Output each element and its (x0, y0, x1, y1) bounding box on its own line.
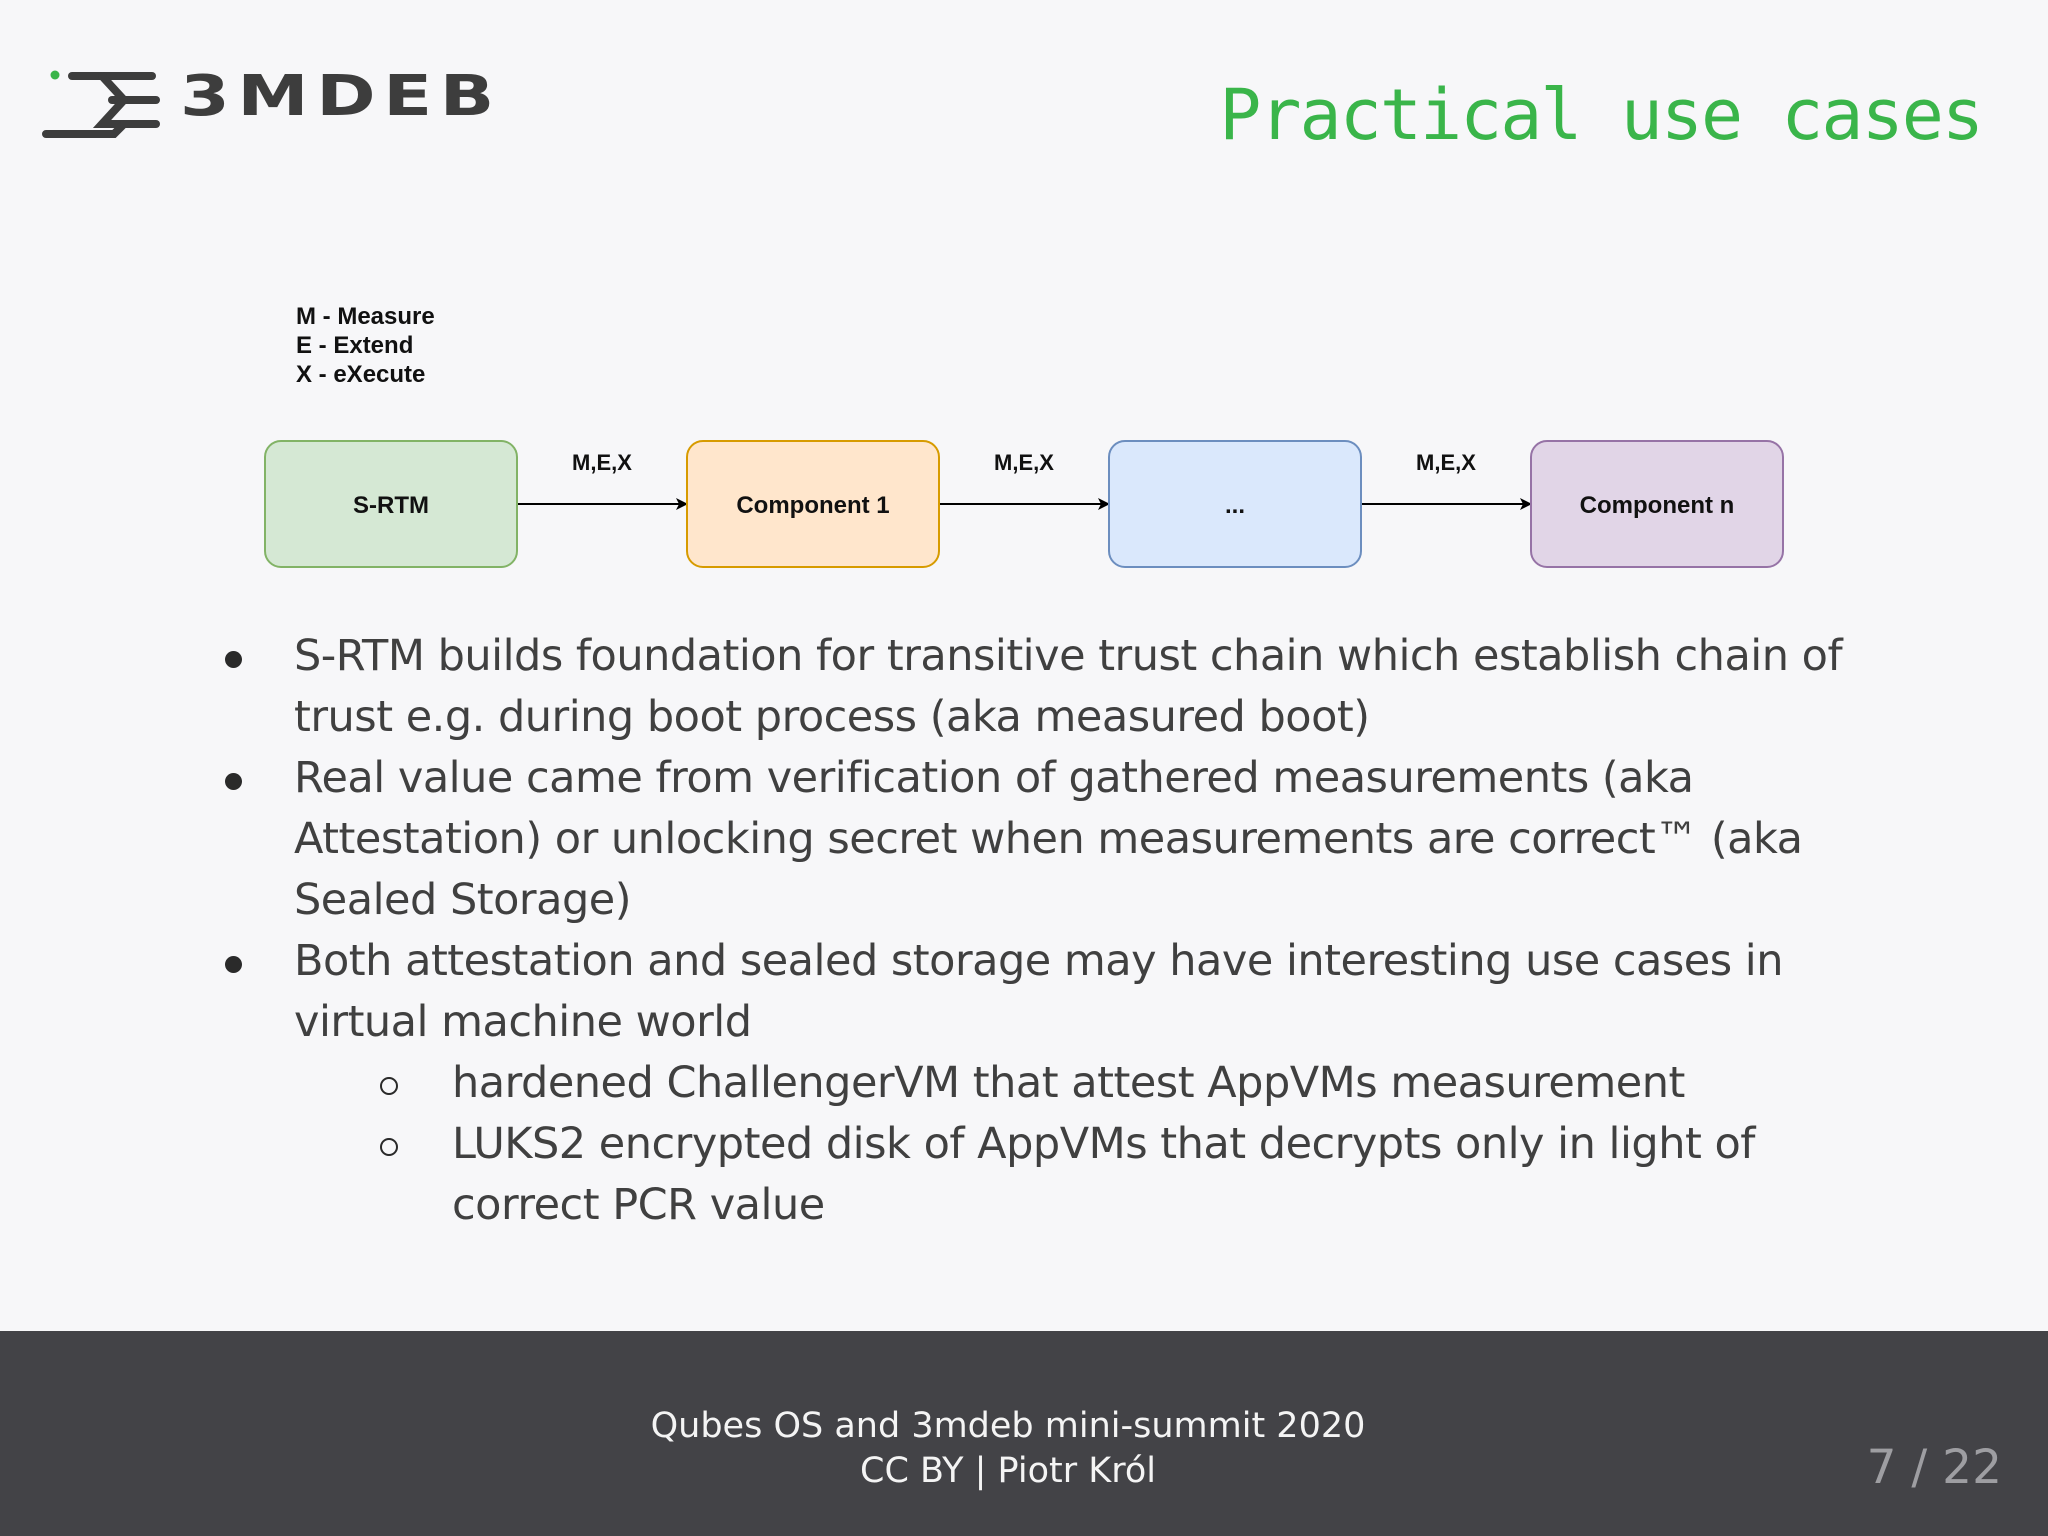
sub-bullet-item (220, 1053, 1860, 1114)
footer (0, 1331, 2048, 1536)
bullet-item (220, 626, 1860, 687)
diagram-node-1 (265, 441, 517, 567)
bullet-text: trust e.g. during boot process (aka measured boot) (294, 692, 1370, 742)
diagram-node-label: Component n (1579, 492, 1735, 519)
bullet-text: Real value came from verification of gathered measurements (aka (294, 753, 1694, 803)
bullet-dot-icon (225, 956, 242, 973)
bullet-dot-icon (225, 773, 242, 790)
bullet-text: Attestation) or unlocking secret when measurements are correct™ (aka (294, 814, 1803, 864)
legend-item-extend: E - Extend (296, 332, 414, 359)
footer-license-author: CC BY | Piotr Król (860, 1451, 1156, 1491)
diagram-node-label: ... (1224, 492, 1246, 519)
bullet-item-continuation (220, 809, 1860, 870)
bullet-text: LUKS2 encrypted disk of AppVMs that decrypts only in light of (452, 1119, 1755, 1169)
sub-bullet-item (220, 1114, 1860, 1175)
bullet-text: Both attestation and sealed storage may have interesting use cases in (294, 936, 1783, 986)
diagram-edge-label: M,E,X (572, 450, 632, 475)
bullet-text: Sealed Storage) (294, 875, 631, 925)
diagram-node-3 (1109, 441, 1361, 567)
diagram-node-label: S-RTM (353, 492, 429, 519)
bullet-text: correct PCR value (452, 1180, 825, 1230)
footer-event-title: Qubes OS and 3mdeb mini-summit 2020 (650, 1406, 1366, 1446)
diagram-node-4 (1531, 441, 1783, 567)
bullet-list (220, 626, 1860, 1236)
bullet-item (220, 931, 1860, 992)
page-title: Practical use cases (1219, 74, 1982, 156)
page-counter: 7 / 22 (1866, 1440, 2002, 1495)
bullet-item (220, 748, 1860, 809)
diagram-node-2 (687, 441, 939, 567)
diagram-edge-label: M,E,X (1416, 450, 1476, 475)
bullet-item-continuation (220, 870, 1860, 931)
legend-item-execute: X - eXecute (296, 361, 426, 388)
bullet-item-continuation (220, 687, 1860, 748)
bullet-text: hardened ChallengerVM that attest AppVMs measurement (452, 1058, 1685, 1108)
company-logo (40, 68, 510, 150)
bullet-item-continuation (220, 1175, 1860, 1236)
bullet-circle-icon (380, 1077, 398, 1095)
bullet-item-continuation (220, 992, 1860, 1053)
trust-chain-diagram (0, 290, 2048, 590)
diagram-edge-label: M,E,X (994, 450, 1054, 475)
bullet-circle-icon (380, 1138, 398, 1156)
bullet-text: S-RTM builds foundation for transitive trust chain which establish chain of (294, 631, 1843, 681)
bullet-text: virtual machine world (294, 997, 752, 1047)
diagram-node-label: Component 1 (736, 492, 890, 519)
bullet-dot-icon (225, 651, 242, 668)
logo-wordmark: 3MDEB (180, 68, 502, 129)
legend-item-measure: M - Measure (296, 303, 435, 330)
